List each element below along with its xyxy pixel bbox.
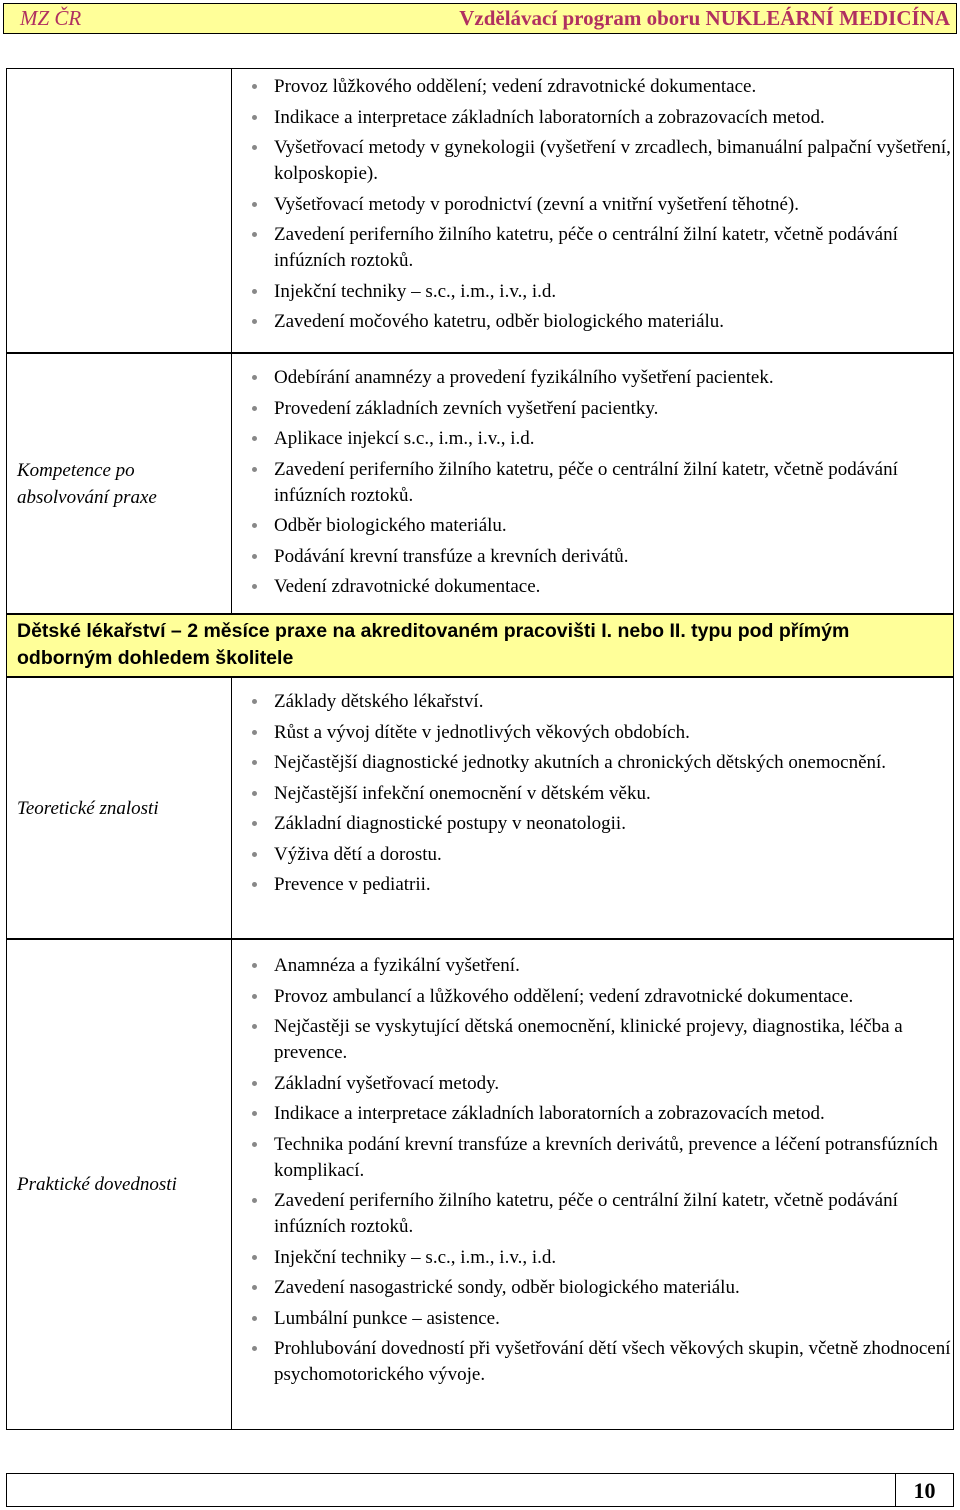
list-item: Zavedení periferního žilního katetru, péče o centrální žilní katetr, včetně podávání infúzních roztoků. xyxy=(252,1188,953,1240)
list-item: Odběr biologického materiálu. xyxy=(252,513,953,539)
list-item: Základy dětského lékařství. xyxy=(252,689,953,715)
table-row xyxy=(6,939,954,1430)
list-item: Vyšetřovací metody v porodnictví (zevní a vnitřní vyšetření těhotné). xyxy=(252,192,953,218)
list-item: Výživa dětí a dorostu. xyxy=(252,842,953,868)
list-item: Aplikace injekcí s.c., i.m., i.v., i.d. xyxy=(252,426,953,452)
list-item: Provedení základních zevních vyšetření pacientky. xyxy=(252,396,953,422)
list-item: Anamnéza a fyzikální vyšetření. xyxy=(252,953,953,979)
header-left: MZ ČR xyxy=(20,6,82,30)
list-item: Nejčastější infekční onemocnění v dětském věku. xyxy=(252,781,953,807)
list-item: Injekční techniky – s.c., i.m., i.v., i.d. xyxy=(252,1245,953,1271)
page-number: 10 xyxy=(895,1474,953,1506)
table-row xyxy=(6,353,954,614)
row-label: Kompetence po absolvování praxe xyxy=(7,354,232,613)
list-item: Zavedení periferního žilního katetru, péče o centrální žilní katetr, včetně podávání infúzních roztoků. xyxy=(252,222,953,274)
list-item: Technika podání krevní transfúze a krevních derivátů, prevence a léčení potransfúzních komplikací. xyxy=(252,1132,953,1184)
row-content xyxy=(232,354,953,613)
list-item: Vyšetřovací metody v gynekologii (vyšetření v zrcadlech, bimanuální palpační vyšetření, kolposkopie). xyxy=(252,135,953,187)
row-content xyxy=(232,678,953,938)
row-content xyxy=(232,940,953,1429)
list-item: Vedení zdravotnické dokumentace. xyxy=(252,574,953,600)
row-label: Praktické dovednosti xyxy=(7,940,232,1429)
list-item: Růst a vývoj dítěte v jednotlivých věkových obdobích. xyxy=(252,720,953,746)
list-item: Základní vyšetřovací metody. xyxy=(252,1071,953,1097)
list-item: Odebírání anamnézy a provedení fyzikálního vyšetření pacientek. xyxy=(252,365,953,391)
bullet-list xyxy=(252,953,953,1388)
list-item: Zavedení periferního žilního katetru, péče o centrální žilní katetr, včetně podávání infúzních roztoků. xyxy=(252,457,953,509)
table-row xyxy=(6,677,954,939)
page-footer xyxy=(6,1473,954,1507)
row-content xyxy=(232,69,953,352)
list-item: Zavedení nasogastrické sondy, odběr biologického materiálu. xyxy=(252,1275,953,1301)
list-item: Lumbální punkce – asistence. xyxy=(252,1306,953,1332)
header-title: Vzdělávací program oboru NUKLEÁRNÍ MEDICÍNA xyxy=(459,6,950,30)
bullet-list xyxy=(252,365,953,600)
bullet-list xyxy=(252,74,953,335)
list-item: Provoz ambulancí a lůžkového oddělení; vedení zdravotnické dokumentace. xyxy=(252,984,953,1010)
list-item: Prohlubování dovedností při vyšetřování dětí všech věkových skupin, včetně zhodnocení psychomotorického vývoje. xyxy=(252,1336,953,1388)
page-header xyxy=(3,3,957,34)
row-label: Teoretické znalosti xyxy=(7,678,232,938)
list-item: Injekční techniky – s.c., i.m., i.v., i.d. xyxy=(252,279,953,305)
list-item: Podávání krevní transfúze a krevních derivátů. xyxy=(252,544,953,570)
bullet-list xyxy=(252,689,953,898)
list-item: Provoz lůžkového oddělení; vedení zdravotnické dokumentace. xyxy=(252,74,953,100)
section-heading: Dětské lékařství – 2 měsíce praxe na akreditovaném pracovišti I. nebo II. typu pod přímým odborným dohledem školitele xyxy=(6,614,954,677)
list-item: Nejčastější diagnostické jednotky akutních a chronických dětských onemocnění. xyxy=(252,750,953,776)
list-item: Prevence v pediatrii. xyxy=(252,872,953,898)
table-row xyxy=(6,68,954,353)
list-item: Základní diagnostické postupy v neonatologii. xyxy=(252,811,953,837)
row-label xyxy=(7,69,232,352)
list-item: Indikace a interpretace základních laboratorních a zobrazovacích metod. xyxy=(252,1101,953,1127)
list-item: Zavedení močového katetru, odběr biologického materiálu. xyxy=(252,309,953,335)
list-item: Nejčastěji se vyskytující dětská onemocnění, klinické projevy, diagnostika, léčba a prevence. xyxy=(252,1014,953,1066)
list-item: Indikace a interpretace základních laboratorních a zobrazovacích metod. xyxy=(252,105,953,131)
